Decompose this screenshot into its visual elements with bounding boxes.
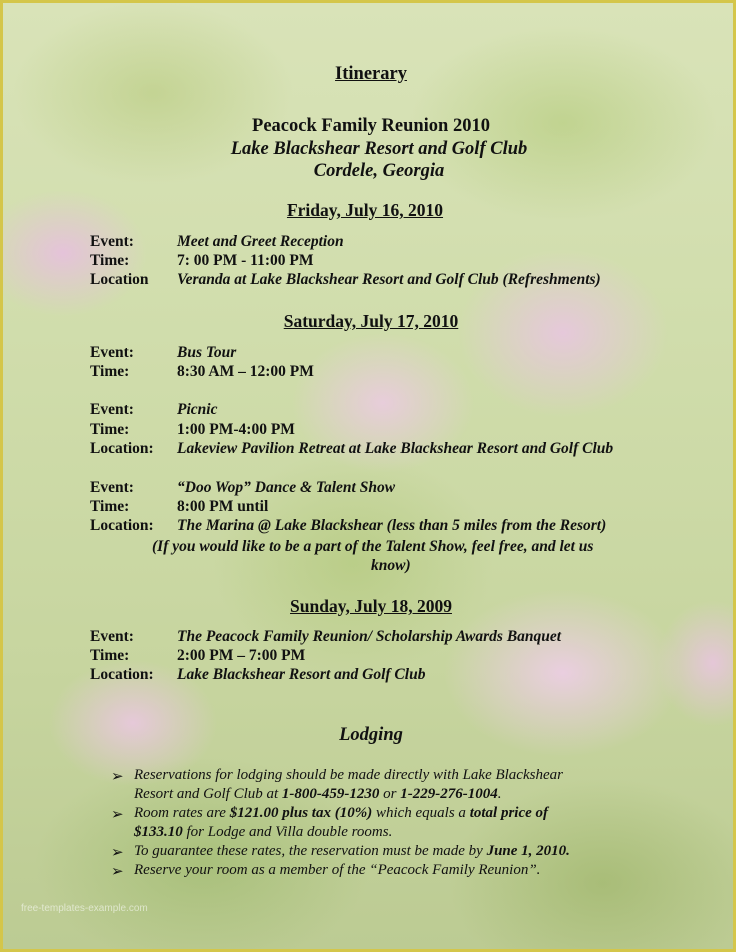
lodging-heading: Lodging (339, 725, 403, 745)
event-value: “Doo Wop” Dance & Talent Show (177, 479, 396, 496)
city: Cordele, Georgia (313, 161, 445, 181)
total-price: $133.10 (134, 824, 183, 840)
lodging-bullet-line: Resort and Golf Club at 1-800-459-1230 or 1-229-276-1004. (134, 786, 502, 802)
day-heading-saturday: Saturday, July 17, 2010 (283, 311, 459, 331)
event-value: The Peacock Family Reunion/ Scholarship Awards Banquet (177, 628, 562, 645)
time-label: Time: (90, 363, 130, 380)
bullet-arrow-icon: ➢ (111, 769, 124, 785)
location-label: Location: (90, 440, 154, 457)
event-value: Picnic (177, 401, 218, 418)
talent-show-note-continued: know) (371, 557, 411, 574)
event-label: Event: (90, 479, 134, 496)
day-heading-friday: Friday, July 16, 2010 (286, 200, 444, 220)
time-label: Time: (90, 421, 130, 438)
event-label: Event: (90, 401, 134, 418)
location-value: The Marina @ Lake Blackshear (less than 5 miles from the Resort) (177, 517, 607, 534)
location-label: Location (90, 271, 149, 288)
phone-number: 1-229-276-1004 (400, 786, 498, 802)
talent-show-note: (If you would like to be a part of the Talent Show, feel free, and let us (152, 538, 594, 555)
watermark: free-templates-example.com (21, 903, 148, 914)
location-value: Lake Blackshear Resort and Golf Club (177, 666, 426, 683)
event-value: Meet and Greet Reception (177, 233, 344, 250)
lodging-bullet-line: Reserve your room as a member of the “Peacock Family Reunion”. (134, 862, 541, 878)
time-label: Time: (90, 647, 130, 664)
event-name: Peacock Family Reunion 2010 (252, 116, 490, 136)
time-value: 2:00 PM – 7:00 PM (177, 647, 306, 664)
day-heading-sunday: Sunday, July 18, 2009 (290, 596, 452, 616)
time-value: 8:00 PM until (177, 498, 269, 515)
bullet-arrow-icon: ➢ (111, 807, 124, 823)
location-label: Location: (90, 666, 154, 683)
time-label: Time: (90, 252, 130, 269)
location-value: Lakeview Pavilion Retreat at Lake Blackshear Resort and Golf Club (177, 440, 614, 457)
reservation-deadline: June 1, 2010. (486, 843, 570, 859)
document-title: Itinerary (335, 64, 407, 84)
time-label: Time: (90, 498, 130, 515)
lodging-bullet-line: Room rates are $121.00 plus tax (10%) which equals a total price of (134, 805, 549, 821)
event-label: Event: (90, 344, 134, 361)
time-value: 1:00 PM-4:00 PM (177, 421, 295, 438)
location-label: Location: (90, 517, 154, 534)
bullet-arrow-icon: ➢ (111, 845, 124, 861)
time-value: 8:30 AM – 12:00 PM (177, 363, 314, 380)
lodging-bullet-line: $133.10 for Lodge and Villa double rooms. (134, 824, 393, 840)
total-price-label: total price of (469, 805, 549, 821)
location-value: Veranda at Lake Blackshear Resort and Golf Club (Refreshments) (177, 271, 601, 288)
lodging-bullet-line: Reservations for lodging should be made directly with Lake Blackshear (134, 767, 563, 783)
bullet-arrow-icon: ➢ (111, 864, 124, 880)
venue: Lake Blackshear Resort and Golf Club (230, 139, 528, 159)
time-value: 7: 00 PM - 11:00 PM (177, 252, 314, 269)
room-rate: $121.00 plus tax (10%) (229, 805, 373, 821)
lodging-bullet-line: To guarantee these rates, the reservation must be made by June 1, 2010. (134, 843, 570, 859)
event-value: Bus Tour (177, 344, 237, 361)
phone-number: 1-800-459-1230 (281, 786, 380, 802)
event-label: Event: (90, 233, 134, 250)
event-label: Event: (90, 628, 134, 645)
